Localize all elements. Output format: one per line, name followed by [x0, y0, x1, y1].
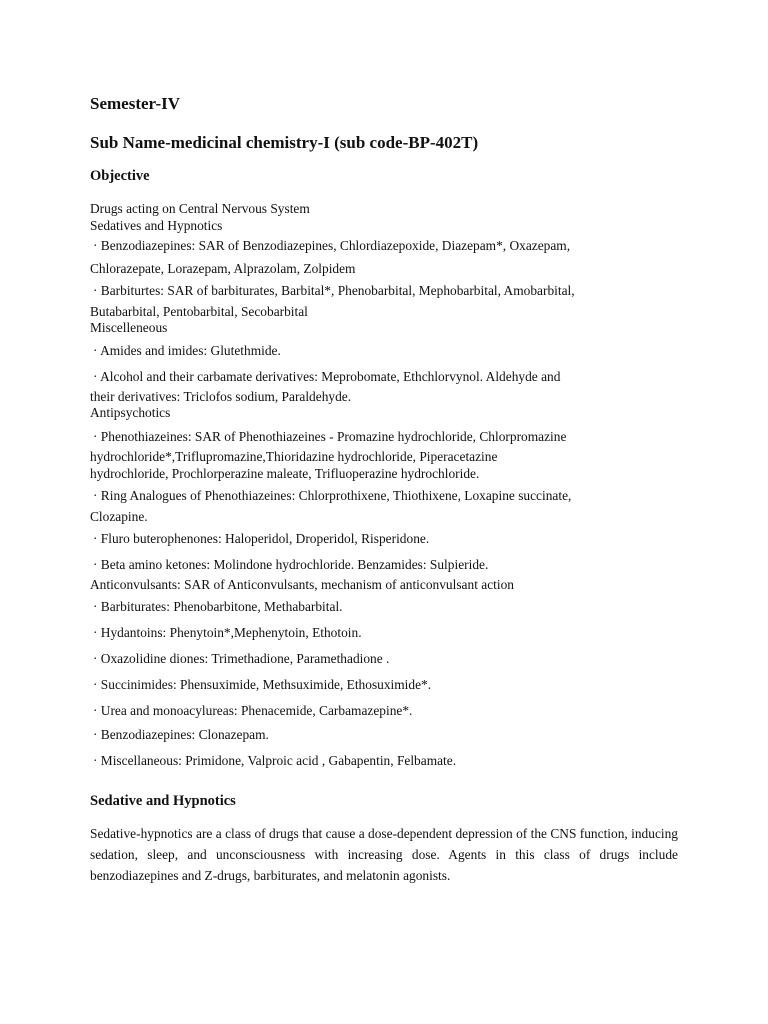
list-item: · Ring Analogues of Phenothiazeines: Chlorprothixene, Thiothixene, Loxapine succinate, [93, 488, 572, 503]
text-line: Anticonvulsants: SAR of Anticonvulsants, mechanism of anticonvulsant action [90, 577, 514, 592]
text-line: Miscelleneous [90, 320, 168, 335]
list-item: · Fluro buterophenones: Haloperidol, Droperidol, Risperidone. [93, 531, 430, 546]
list-item: · Beta amino ketones: Molindone hydrochloride. Benzamides: Sulpieride. [93, 557, 489, 572]
list-item: · Phenothiazeines: SAR of Phenothiazeines - Promazine hydrochloride, Chlorpromazine [93, 429, 567, 444]
list-item: · Barbiturates: Phenobarbitone, Methabarbital. [93, 599, 343, 614]
list-item: · Urea and monoacylureas: Phenacemide, Carbamazepine*. [93, 703, 413, 718]
text-line: hydrochloride*,Triflupromazine,Thioridazine hydrochloride, Piperacetazine [90, 449, 498, 464]
text-line: Clozapine. [90, 509, 148, 524]
objective-heading: Objective [90, 168, 150, 184]
section-heading: Sedative and Hypnotics [90, 793, 236, 809]
page-title: Semester-IV [90, 94, 180, 113]
text-line: Antipsychotics [90, 405, 171, 420]
list-item: · Oxazolidine diones: Trimethadione, Paramethadione . [93, 651, 390, 666]
text-line: Chlorazepate, Lorazepam, Alprazolam, Zolpidem [90, 261, 356, 276]
list-item: · Miscellaneous: Primidone, Valproic acid , Gabapentin, Felbamate. [93, 753, 457, 768]
list-item: · Succinimides: Phensuximide, Methsuximide, Ethosuximide*. [93, 677, 432, 692]
text-line: Drugs acting on Central Nervous System [90, 201, 310, 216]
text-line: Sedatives and Hypnotics [90, 218, 223, 233]
list-item: · Benzodiazepines: Clonazepam. [93, 727, 269, 742]
text-line: hydrochloride, Prochlorperazine maleate, Trifluoperazine hydrochloride. [90, 466, 480, 481]
list-item: · Benzodiazepines: SAR of Benzodiazepines, Chlordiazepoxide, Diazepam*, Oxazepam, [93, 238, 571, 253]
list-item: · Barbiturtes: SAR of barbiturates, Barbital*, Phenobarbital, Mephobarbital, Amobarbital, [93, 283, 575, 298]
text-line: Butabarbital, Pentobarbital, Secobarbital [90, 304, 308, 319]
body-paragraph: Sedative-hypnotics are a class of drugs that cause a dose-dependent depression of the CNS function, inducing sedation, sleep, and unconsciousness with increasing dose. Agents in this class of drugs include benzodiazepines and Z-drugs, barbiturates, and melatonin agonists. [90, 826, 678, 883]
text-line: their derivatives: Triclofos sodium, Paraldehyde. [90, 389, 352, 404]
list-item: · Amides and imides: Glutethmide. [93, 343, 281, 358]
list-item: · Alcohol and their carbamate derivatives: Meprobomate, Ethchlorvynol. Aldehyde and [93, 369, 561, 384]
list-item: · Hydantoins: Phenytoin*,Mephenytoin, Ethotoin. [93, 625, 362, 640]
subject-heading: Sub Name-medicinal chemistry-I (sub code-BP-402T) [90, 133, 479, 152]
